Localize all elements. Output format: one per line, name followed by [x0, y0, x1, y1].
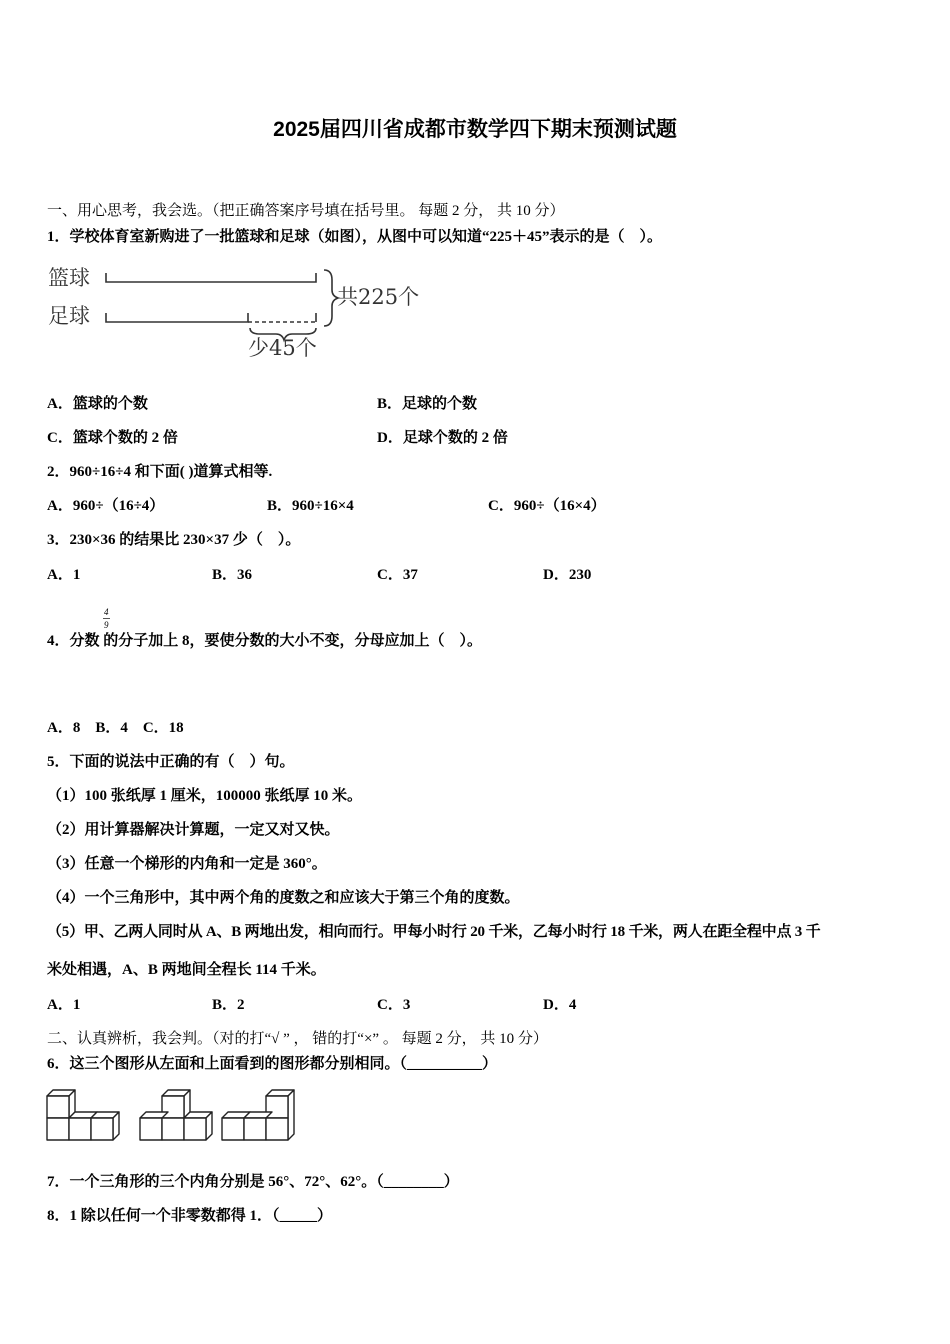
q4-fraction-denominator: 9: [104, 620, 109, 630]
q4-options: A．8 B．4 C．18: [47, 720, 184, 736]
section-2-heading: 二、认真辨析，我会判。（对的打“√ ” ， 错的打“×” 。 每题 2 分， 共 10 分）: [47, 1031, 548, 1047]
cube-figure-3: [222, 1090, 294, 1140]
cube-figures: [44, 1084, 304, 1144]
q5-statement-4: （4）一个三角形中，其中两个角的度数之和应该大于第三个角的度数。: [47, 890, 520, 906]
q1-option-c: C．篮球个数的 2 倍: [47, 430, 178, 446]
cube-figure-1: [47, 1090, 119, 1140]
diagram-label-less: 少45个: [248, 336, 317, 360]
q2-option-b: B．960÷16×4: [267, 498, 354, 514]
question-5-stem: 5．下面的说法中正确的有（ ）句。: [47, 754, 295, 770]
q1-option-b: B．足球的个数: [377, 396, 478, 412]
question-4-stem: 4．分数 的分子加上 8，要使分数的大小不变，分母应加上（ ）。: [47, 633, 483, 649]
question-7-stem: 7．一个三角形的三个内角分别是 56°、72°、62°。（________）: [47, 1174, 459, 1190]
q5-option-b: B．2: [212, 997, 245, 1013]
q3-option-c: C．37: [377, 567, 418, 583]
q3-option-a: A．1: [47, 567, 81, 583]
section-1-heading: 一、用心思考，我会选。（把正确答案序号填在括号里。 每题 2 分， 共 10 分）: [47, 203, 565, 219]
q5-option-d: D．4: [543, 997, 577, 1013]
q2-option-a: A．960÷（16÷4）: [47, 498, 165, 514]
diagram-label-total: 共225个: [337, 285, 420, 309]
diagram-label-basketball: 篮球: [48, 266, 90, 290]
question-6-stem: 6．这三个图形从左面和上面看到的图形都分别相同。（__________）: [47, 1056, 498, 1072]
question-8-stem: 8．1 除以任何一个非零数都得 1．（_____）: [47, 1208, 333, 1224]
q5-option-a: A．1: [47, 997, 81, 1013]
q3-option-d: D．230: [543, 567, 592, 583]
page-title: 2025届四川省成都市数学四下期末预测试题: [273, 118, 677, 141]
q5-statement-5-line-2: 米处相遇，A、B 两地间全程长 114 千米。: [47, 962, 326, 978]
basketball-bar: [106, 273, 316, 282]
question-2-stem: 2．960÷16÷4 和下面( )道算式相等.: [47, 464, 273, 480]
q5-option-c: C．3: [377, 997, 411, 1013]
q4-fraction-bar: [103, 618, 110, 619]
q2-option-c: C．960÷（16×4）: [488, 498, 606, 514]
total-brace: [324, 270, 338, 326]
question-3-stem: 3．230×36 的结果比 230×37 少（ ）。: [47, 532, 301, 548]
q5-statement-1: （1）100 张纸厚 1 厘米，100000 张纸厚 10 米。: [47, 788, 363, 804]
question-1-stem: 1．学校体育室新购进了一批篮球和足球（如图），从图中可以知道“225＋45”表示的是（ ）。: [47, 229, 663, 245]
q5-statement-3: （3）任意一个梯形的内角和一定是 360°。: [47, 856, 327, 872]
football-bar: [106, 313, 248, 322]
diagram-label-football: 足球: [48, 304, 90, 328]
q4-fraction-numerator: 4: [104, 607, 109, 617]
cube-figure-2: [140, 1090, 212, 1140]
q1-option-a: A．篮球的个数: [47, 396, 148, 412]
q1-option-d: D．足球个数的 2 倍: [377, 430, 508, 446]
q3-option-b: B．36: [212, 567, 253, 583]
q5-statement-2: （2）用计算器解决计算题，一定又对又快。: [47, 822, 340, 838]
basketball-football-diagram: [44, 258, 444, 368]
q5-statement-5-line-1: （5）甲、乙两人同时从 A、B 两地出发，相向而行。甲每小时行 20 千米，乙每小时行 18 千米，两人在距全程中点 3 千: [47, 924, 821, 940]
